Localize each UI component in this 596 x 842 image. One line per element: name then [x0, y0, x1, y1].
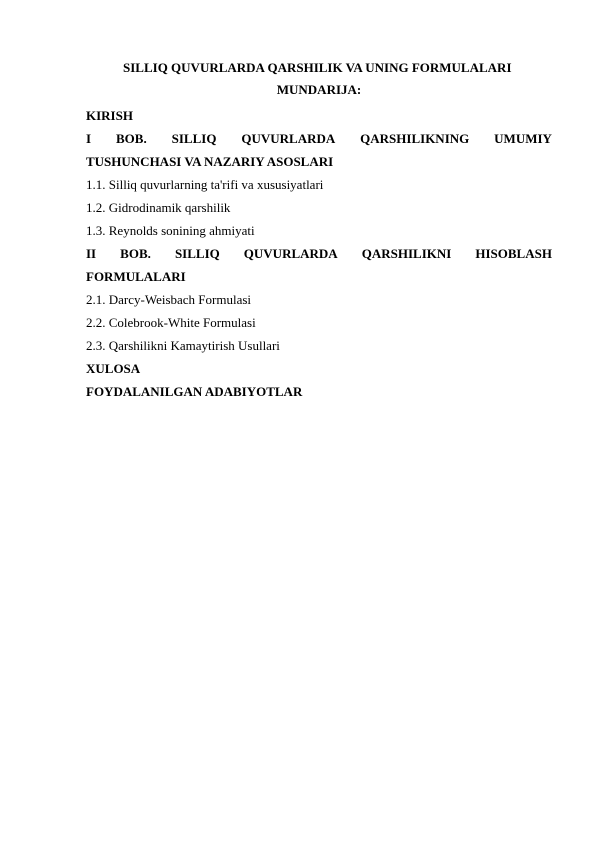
- toc-item-intro: KIRISH: [86, 108, 133, 123]
- toc-item-section-2-3: 2.3. Qarshilikni Kamaytirish Usullari: [86, 338, 280, 353]
- toc-item-section-2-2: 2.2. Colebrook-White Formulasi: [86, 315, 256, 330]
- chapter-2-word: SILLIQ: [174, 246, 220, 261]
- chapter-2-word: BOB.: [120, 246, 151, 261]
- chapter-1-word: UMUMIY: [494, 131, 552, 146]
- toc-item-chapter-1: [86, 127, 552, 150]
- toc-item-section-1-2: 1.2. Gidrodinamik qarshilik: [86, 200, 231, 215]
- chapter-1-word: QUVURLARDA: [241, 131, 336, 146]
- chapter-2-word: QARSHILIKNI: [361, 246, 452, 261]
- chapter-1-word: I: [86, 131, 92, 146]
- chapter-2-word: QUVURLARDA: [243, 246, 338, 261]
- chapter-2-word: II: [86, 246, 97, 261]
- toc-item-conclusion: XULOSA: [86, 361, 141, 376]
- table-of-contents: [86, 104, 552, 403]
- toc-item-chapter-1-continuation: TUSHUNCHASI VA NAZARIY ASOSLARI: [86, 154, 334, 169]
- toc-item-section-1-1: 1.1. Silliq quvurlarning ta'rifi va xususiyatlari: [86, 177, 324, 192]
- chapter-1-word: QARSHILIKNING: [360, 131, 470, 146]
- chapter-1-word: SILLIQ: [171, 131, 217, 146]
- chapter-1-word: BOB.: [115, 131, 147, 146]
- toc-item-references: FOYDALANILGAN ADABIYOTLAR: [86, 384, 303, 399]
- toc-item-section-2-1: 2.1. Darcy-Weisbach Formulasi: [86, 292, 252, 307]
- contents-heading: MUNDARIJA:: [276, 82, 362, 97]
- document-title: SILLIQ QUVURLARDA QARSHILIK VA UNING FORMULALARI: [123, 60, 512, 75]
- toc-item-chapter-2-continuation: FORMULALARI: [86, 269, 186, 284]
- toc-item-section-1-3: 1.3. Reynolds sonining ahmiyati: [86, 223, 255, 238]
- toc-item-chapter-2: [86, 242, 552, 265]
- chapter-2-word: HISOBLASH: [475, 246, 552, 261]
